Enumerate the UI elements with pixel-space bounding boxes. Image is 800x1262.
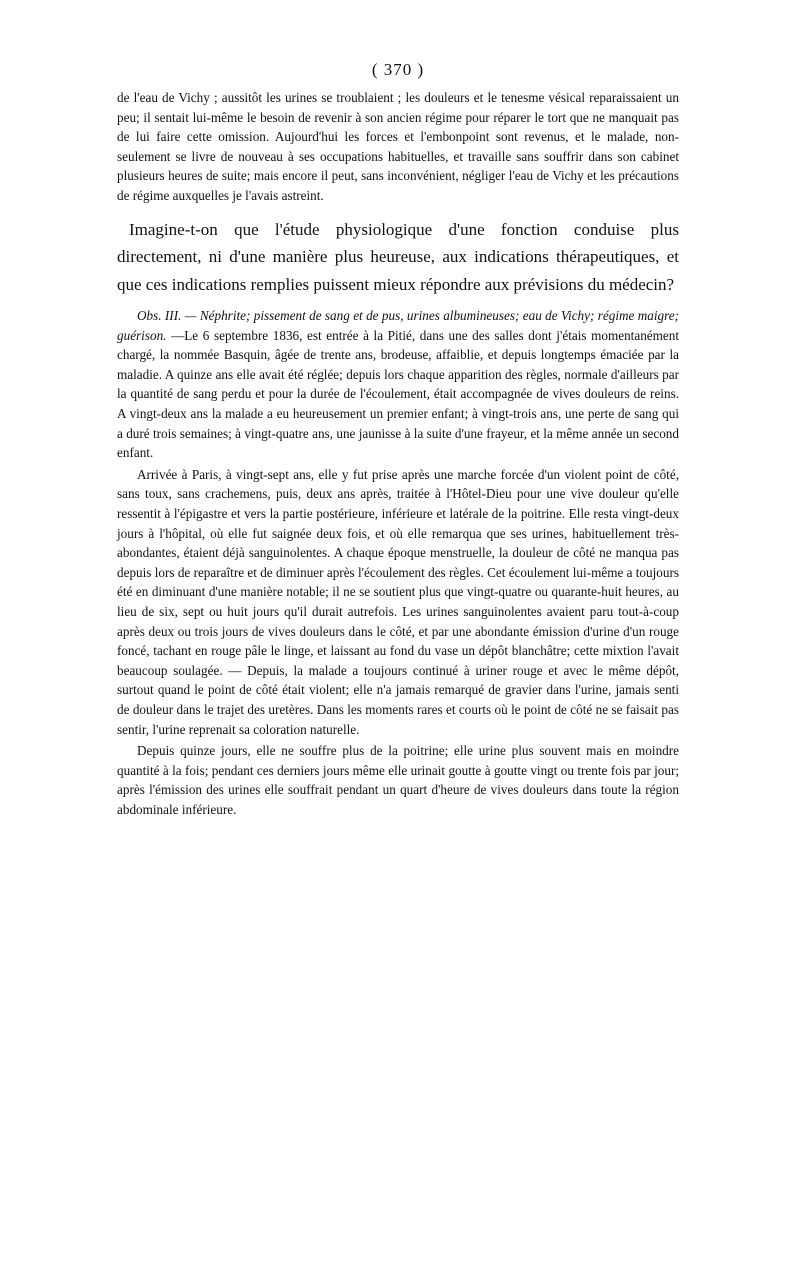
paragraph-last-fifteen-days: Depuis quinze jours, elle ne souffre plus de la poitrine; elle urine plus souvent mais en moindre quantité à la fois; pendant ces derniers jours même elle urinait goutte à goutte vingt ou trente fois par jour; après l'émission des urines elle souffrait pendant un quart d'heure de vives douleurs dans toute la région abdominale inférieure. — [117, 743, 679, 817]
observation-title: Néphrite; pissement de sang et de pus, urines albumineuses; eau de Vichy; régime maigre; guérison. — [117, 308, 679, 343]
paragraph-physiology-reflection: Imagine-t-on que l'étude physiologique d'une fonction conduise plus directement, ni d'une manière plus heureuse, aux indications thérapeutiques, et que ces indications remplies puissent mieux répondre aux prévisions du médecin? — [117, 219, 679, 294]
paragraph-vichy-case-conclusion: de l'eau de Vichy ; aussitôt les urines se troublaient ; les douleurs et le tenesme vésical reparaissaient un peu; il sentait lui-même le besoin de revenir à son ancien régime pour réparer le tort que ne manquait pas de lui faire cette omission. Aujourd'hui les forces et l'embonpoint sont revenus, et le malade, non-seulement se livre de nouveau à ses occupations habituelles, et travaille sans souffrir dans son cabinet plusieurs heures de suite; mais encore il peut, sans inconvénient, négliger l'eau de Vichy et les précautions de régime auxquelles je l'avais astreint. — [117, 90, 679, 203]
page-number: ( 370 ) — [371, 60, 425, 79]
paragraph-observation-three — [117, 306, 679, 463]
observation-text: —Le 6 septembre 1836, est entrée à la Pitié, dans une des salles dont j'étais momentanément chargé, la nommée Basquin, âgée de trente ans, brodeuse, affaiblie, et depuis longtemps émaciée par la maladie. A quinze ans elle avait été réglée; depuis lors chaque apparition des règles, normale d'ailleurs par la quantité de sang perdu et pour la durée de l'écoulement, était accompagnée de vives douleurs de reins. A vingt-deux ans la malade a eu heureusement un premier enfant; à vingt-trois ans, une perte de sang qui a duré trois semaines; à vingt-quatre ans, une jaunisse à la suite d'une frayeur, et la même année un second enfant. — [117, 327, 680, 461]
observation-label: Obs. III. — — [137, 308, 197, 324]
page-body — [117, 60, 679, 820]
paragraph-arrival-paris: Arrivée à Paris, à vingt-sept ans, elle y fut prise après une marche forcée d'un violent point de côté, sans toux, sans crachemens, puis, deux ans après, traitée à l'Hôtel-Dieu pour une vive douleur qu'elle ressentit à l'épigastre et vers la partie postérieure, inférieure et latérale de la poitrine. Elle resta vingt-deux jours à l'hôpital, où elle fut saignée deux fois, et où elle remarqua que ses urines, habituellement très-abondantes, étaient déjà sanguinolentes. A chaque époque menstruelle, la douleur de côté ne manqua pas depuis lors de reparaître et de diminuer après l'écoulement des règles. Cet écoulement lui-même a toujours été en diminuant d'une manière notable; il ne se soutient plus que vingt-quatre ou quarante-huit heures, au lieu de six, sept ou huit jours qu'il durait autrefois. Les urines sanguinolentes avaient paru tout-à-coup après deux ou trois jours de vives douleurs dans le côté, et par une abondante émission d'urine d'un rouge foncé, tachant en rouge pâle le linge, et laissant au fond du vase un dépôt blanchâtre; cette mixtion l'avait beaucoup soulagée. — Depuis, la malade a toujours continué à uriner rouge et avec le même dépôt, surtout quand le point de côté était violent; elle n'a jamais remarqué de gravier dans l'urine, jamais senti de douleur dans le trajet des uretères. Dans les moments rares et courts où le point de côté ne se faisait pas sentir, l'urine reprenait sa coloration naturelle. — [117, 466, 679, 737]
